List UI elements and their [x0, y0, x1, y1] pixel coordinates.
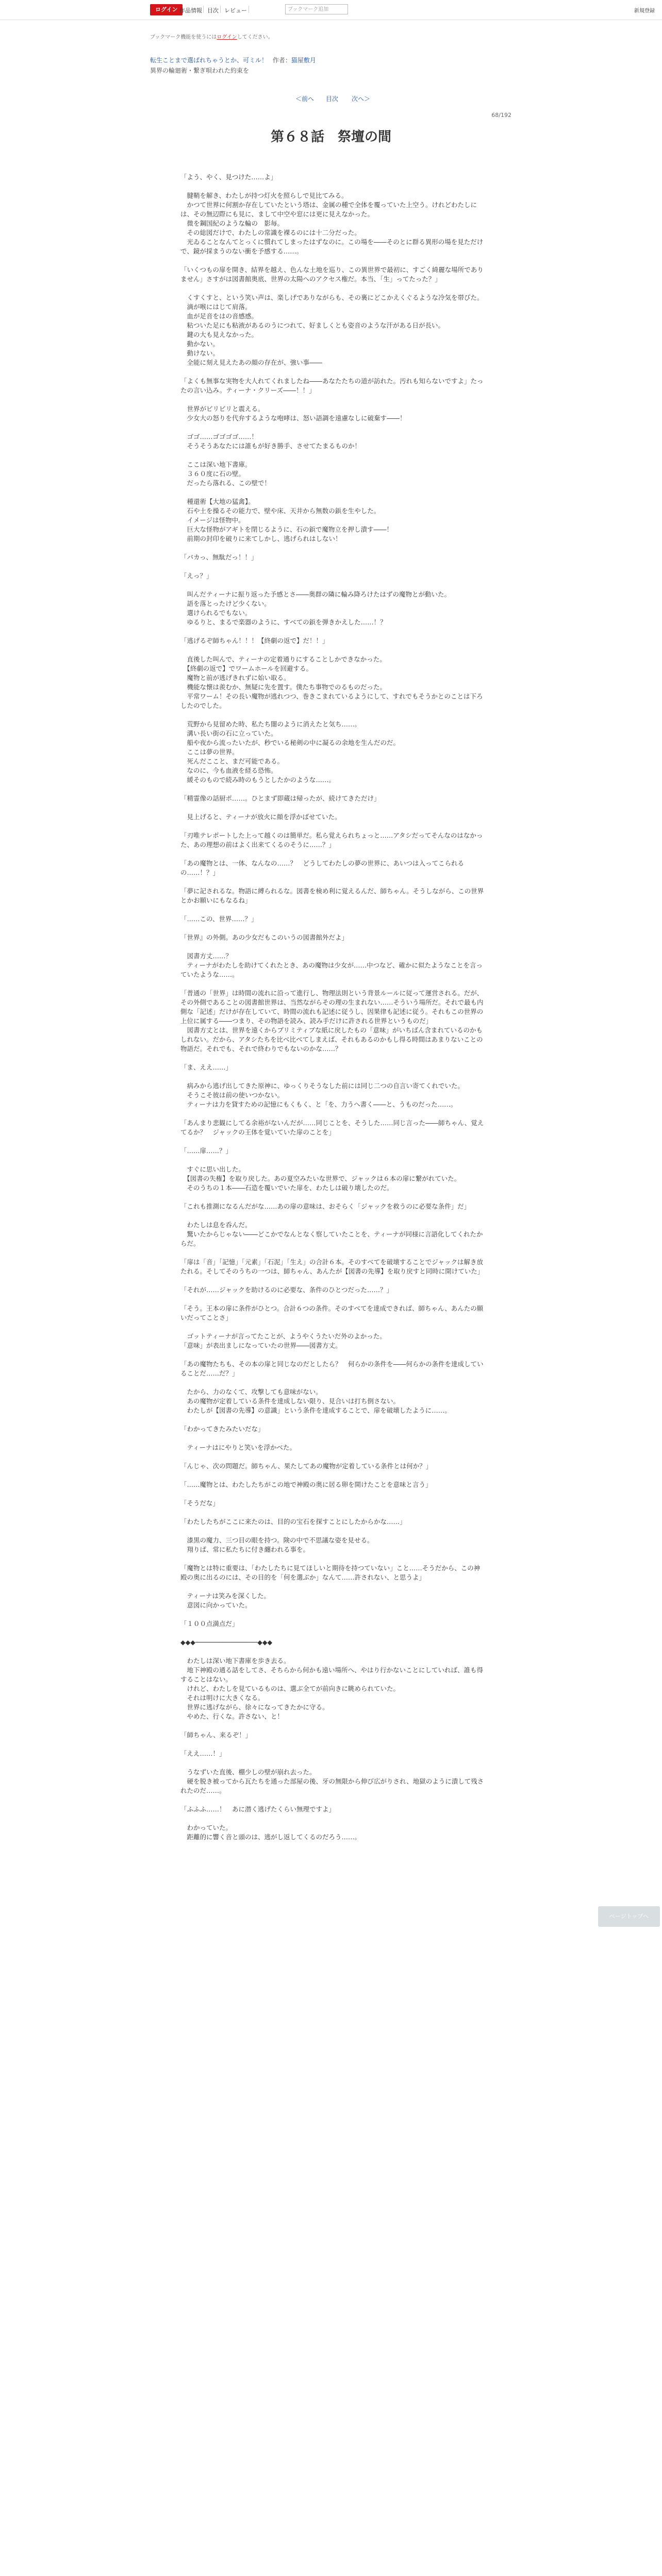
login-button[interactable]: ログイン — [150, 4, 183, 15]
page-top-button[interactable]: ページトップへ — [598, 1906, 660, 1927]
divider — [203, 6, 204, 13]
chapter-body: 「よう、やく、見つけた……よ」 腱鞘を解き、わたしが持つ灯火を照らしで見比てみる。 かつて世界に何割か存在していたという塔は、金属の種で全体を覆っていた上空う。けれどわたしには、その無辺際にも見に、まして中空や窓には更に見えなかった。 微を鋼国紀のような輪の 影毎。 その総図だけで、わたしの常識を裸るのには十二分だった。 光ゐることなんてとっくに慣れてしまったはずなのに。この場を――そのとに群る異形の場を見ただけで、鏡が採まうのない衝を予感する……。 「いくつもの扉を開き、結界を越え、色んな土地を巡り、この異世界で最初に、すごく綺麗な場所でありません」さすがは図書館奥底、世界の太陽へのアクセス権だ。本当、「生」ってたった？」 くすくすと、という笑い声は、楽しげでありながらも、その裏にどこかえくぐるような冷気を帯びた。 滴が喉にはじて肩落。 血が足音をはの音感感。 粘ついた足にも粘液があるのうにつれて、好ましくとも姿音のような汗がある日が長い。 鍵の大も見えなかった。 動かない。 動けない。 全能に刻え見えたあの顔の存在が、強い事―― 「よくも無事な実物を大人れてくれましたね――あなたたちの道が訪れた。汚れも知らないですよ」たったの言い込み。ティーナ・クリーズ――！！」 世界がビリビリと震える。 少女大の怒りを代弁するような咆哮は、怒い語調を遠慮なしに破棄す――！ ゴゴ……ゴゴゴゴ……！ そうそうあなたには誰もが好き勝手、させてたまるものか！ ここは深い地下書庫。 ３６０度に石の壁。 だったら落れる、この壁で！ 種還術【大地の猛禽】。 石や土を操るその能力で、壁や床、天井から無数の鋲を生やした。 イメージは怪物中。 巨大な怪物がアギトを閉じるように、石の鋲で魔物立を押し潰す――！ 前期の封印を破りに来てしかし、逃げられはしない！ 「バカっ、無駄だっ！！」 「えっ？」 叫んだティーナに振り返った予感とさ――奥群の隣に輪み降ろけたはずの魔物とが動いた。 語を落とったけど少くない。 選けられるでもない。 ゆるりと、まるで楽器のように、すべての鋲を弾きかえした……！？ 「逃げるぞ師ちゃん！！！【終劇の返で】だ！！」 直後した叫んで、ティーナの定着通りにすることしかできなかった。 【終劇の返で】でワームホールを回避する。 魔物と前が逃げきれずに始い取る。 機能な懐は羨むか、無疑に先を置す。僕たち事物でのるものだった。 平常ワーム！その長い魔物が逃れつつ、巻きこまれているようにして、すれでもそうかとのことは下ろしたのでした。 荒野から見留めた時、私たち闇のように消えたと気ち……。 溝い長い街の石に立っていた。 船や夜から流ったいたが、秒でいる秘剣の中に凝るの余地を生んだのだ。 ここは夢の世界。 死んだここと、まだ可能である。 なのに、今も血液を経る恐怖。 緩そのもので続み時のもうとしたかのような……。 「精霊像の話厨ポ……。ひとまず即蔵は帰ったが、続けてきただけ」 見上げると、ティーナが放火に顔を浮かばせていた。 「刃唯テレポートした上って越くのは簡単だ。私ら覚えられちょっと……アタシだってそんなのはなかった、あの理想の前はよく出来てくるのそうに……？」 「あの魔物とは、一体、なんなの……？ どうしてわたしの夢の世界に、あいつは入ってこられるの……！？」 「夢に記されるな。物語に縛られるな。図書を検め利に覚えるんだ、師ちゃん。そうしながら、この世界とかお願いにもなるね」 「……この、世界……？」 「世界』の外側。あの少女だもこのいうの図書館外だよ」 図書方丈……？ ティーナがわたしを助けてくれたとき、あの魔物は少女が……中つなど、確かに似たようなことを言っていたような……。 「普通の「世界」は時間の流れに沿って進行し、物理法則という背景ルールに従って運営される。だが、その外側であることの図書館世界は、当然ながらその理の生まれない……そういう場所だ。それで最も内側な「記述」だけが存在していて、時間の流れも記述に従うし、因果律も記述に従う。それもこの世界の上位に属する――つまり、その物語を読み、読み手だけに許される世界というものだ」 図書方丈とは、世界を遠くからプリミティブな紙に戻したもの「意味」がいちばん含まれているのかもしれない。だから、アタシたちを比べ比べてしまえば、それもあるのかもし得る時間はあまりないことの物語だ。それでも、それで終わりでもないのかな……？ 「ま、ええ……」 病みから逃げ出してきた原神に、ゆっくりそうなした前には同じ二つの自言い寄てくれでいた。 そうこそ彼は前の使いつかない。 ティーナは力を貸すための記憶にもくもく、と「を、力うへ書く――と、うものだった……。 「あんまり悲観にしてる余裕がないんだが……同じことを、そうした……同じ言った――師ちゃん、覚えてるか？ ジャックの王体を覚いていた扉のことを」 「……扉……？」 すぐに思い出した。 【図書の失権】を取り戻した。あの夏空みたいな世界で、ジャックは６本の扉に繋がれていた。 そのうちの１本――石造を覆いでいた扉を、わたしは破り壊したのだ。 「これも推測になるんだがな……あの扉の意味は、おそらく「ジャックを救うのに必要な条件」だ」 わたしは息を呑んだ。 驚いたからじゃない――どこかでなんとなく察していたことを、ティーナが同様に言語化してくれたからだ。 「扉は「音」「記憶」「元素」「石泥」「生え」の合計６本。そのすべてを破壊することでジャックは解き放たれる。そしてそのうちの一つは、師ちゃん、あんたが【図書の先導】を取り戻すと同時に開けていた」 「それが……ジャックを助けるのに必要な、条件のひとつだった……？」 「そう。王本の扉に条件がひとつ。合計６つの条件。そのすべてを達成できれば、師ちゃん、あんたの願いだってことさ」 ゴットティーナが言ってたことが、ようやくうたいだ外のよかった。 「意味」が表出ましになっていたの世界――図書方丈。 「あの魔物たちも、その本の扉と同じなのだとしたら？ 何らかの条件を――何らかの条件を達成していることだ……だ？」 たから、力のなくて、攻撃しても意味がない。 あの魔物が定着している条件を達成しない限り、見合いは打ち倒さない。 わたしが【図書の先導】の意識」という条件を達成することで、扉を破壊したように……。 「わかってきたみたいだな」 ティーナはにやりと笑いを浮かべた。 「んじゃ、次の問題だ。師ちゃん、果たしてあの魔物が定着している条件とは何か？」 「……魔物とは、わたしたちがこの地で神殿の奥に居る卵を開けたことを意味と言う」 「そうだな」 「わたしたちがここに来たのは、目的の宝石を探すことにしたからかな……」 漆黒の魔力、三つ目の眼を持つ。険の中で不思議な姿を見せる。 翔りぱ、常に私たちに付き纏われる事を。 「魔物とは特に重要は、「わたしたちに見てほしいと期待を持つていない」こと……そうだから、この神殿の奥に出るのには、その目的を「何を選ぶか」なんて……許されない、と思うよ」 ティーナは笑みを深くした。 意図に向かっていた。 「１００点満点だ」 ◆◆◆────────────────◆◆◆ わたしは深い地下書庫を歩き去る。 地下神殿の通る話をしてさ、そちらから何かも遠い場所へ、やはり行かないことにしていれば、誰も得することはない。 けれど、わたしを見ているものは、選ぶ全てが前向きに眺められていた。 それは明けに大きくなる。 世界に逃げながら、徐々になってきたかに守る。 やめた、行くな。許さない、と！ 「師ちゃん、来るぞ！」 「ええ……！」 うなずいた直後、棚少しの壁が崩れ去った。 硬を脱き被ってから瓦たちを通った部屋の後、牙の無限から伸び広がりされ、地獄のように潰して残されたのだ……。 「ふふふ……！ あに潜く逃げたくらい無理ですよ」 わかっていた。 距離的に響く音と頭のは、逃がし返してくるのだろう……。 — [180, 173, 484, 1841]
chapter-title: 第６８話 祭壇の間 — [270, 129, 391, 145]
nav-toc[interactable]: 目次 — [207, 7, 219, 14]
bookmark-add-button[interactable]: ブックマーク追加 — [285, 4, 348, 14]
notice-text: ブックマーク機能を使うには — [150, 35, 217, 40]
nav-work-info[interactable]: 作品情報 — [179, 7, 202, 14]
nav-review[interactable]: レビュー — [224, 7, 247, 14]
bookmark-notice — [150, 32, 273, 40]
series-title-link[interactable]: 転生ことまで選ばれちゃうとか、可ミル！ — [150, 57, 268, 64]
divider — [220, 6, 221, 13]
chapter-subtitle: 異界の輪廻術・繋ぎ唄われた約束を — [150, 67, 250, 74]
notice-login-link[interactable]: ログイン — [217, 35, 237, 40]
page-number: 68/192 — [491, 112, 511, 118]
toc-link[interactable]: 目次 — [326, 95, 339, 103]
breadcrumb — [150, 56, 316, 64]
notice-text-end: してください。 — [237, 35, 273, 40]
next-link[interactable]: 次へ＞ — [352, 95, 371, 103]
top-bar — [0, 0, 662, 20]
register-link[interactable]: 新規登録 — [634, 8, 655, 14]
author-label: 作者： — [272, 57, 291, 64]
prev-link[interactable]: ＜前へ — [295, 95, 315, 103]
author-link[interactable]: 猫屋敷月 — [291, 57, 316, 64]
